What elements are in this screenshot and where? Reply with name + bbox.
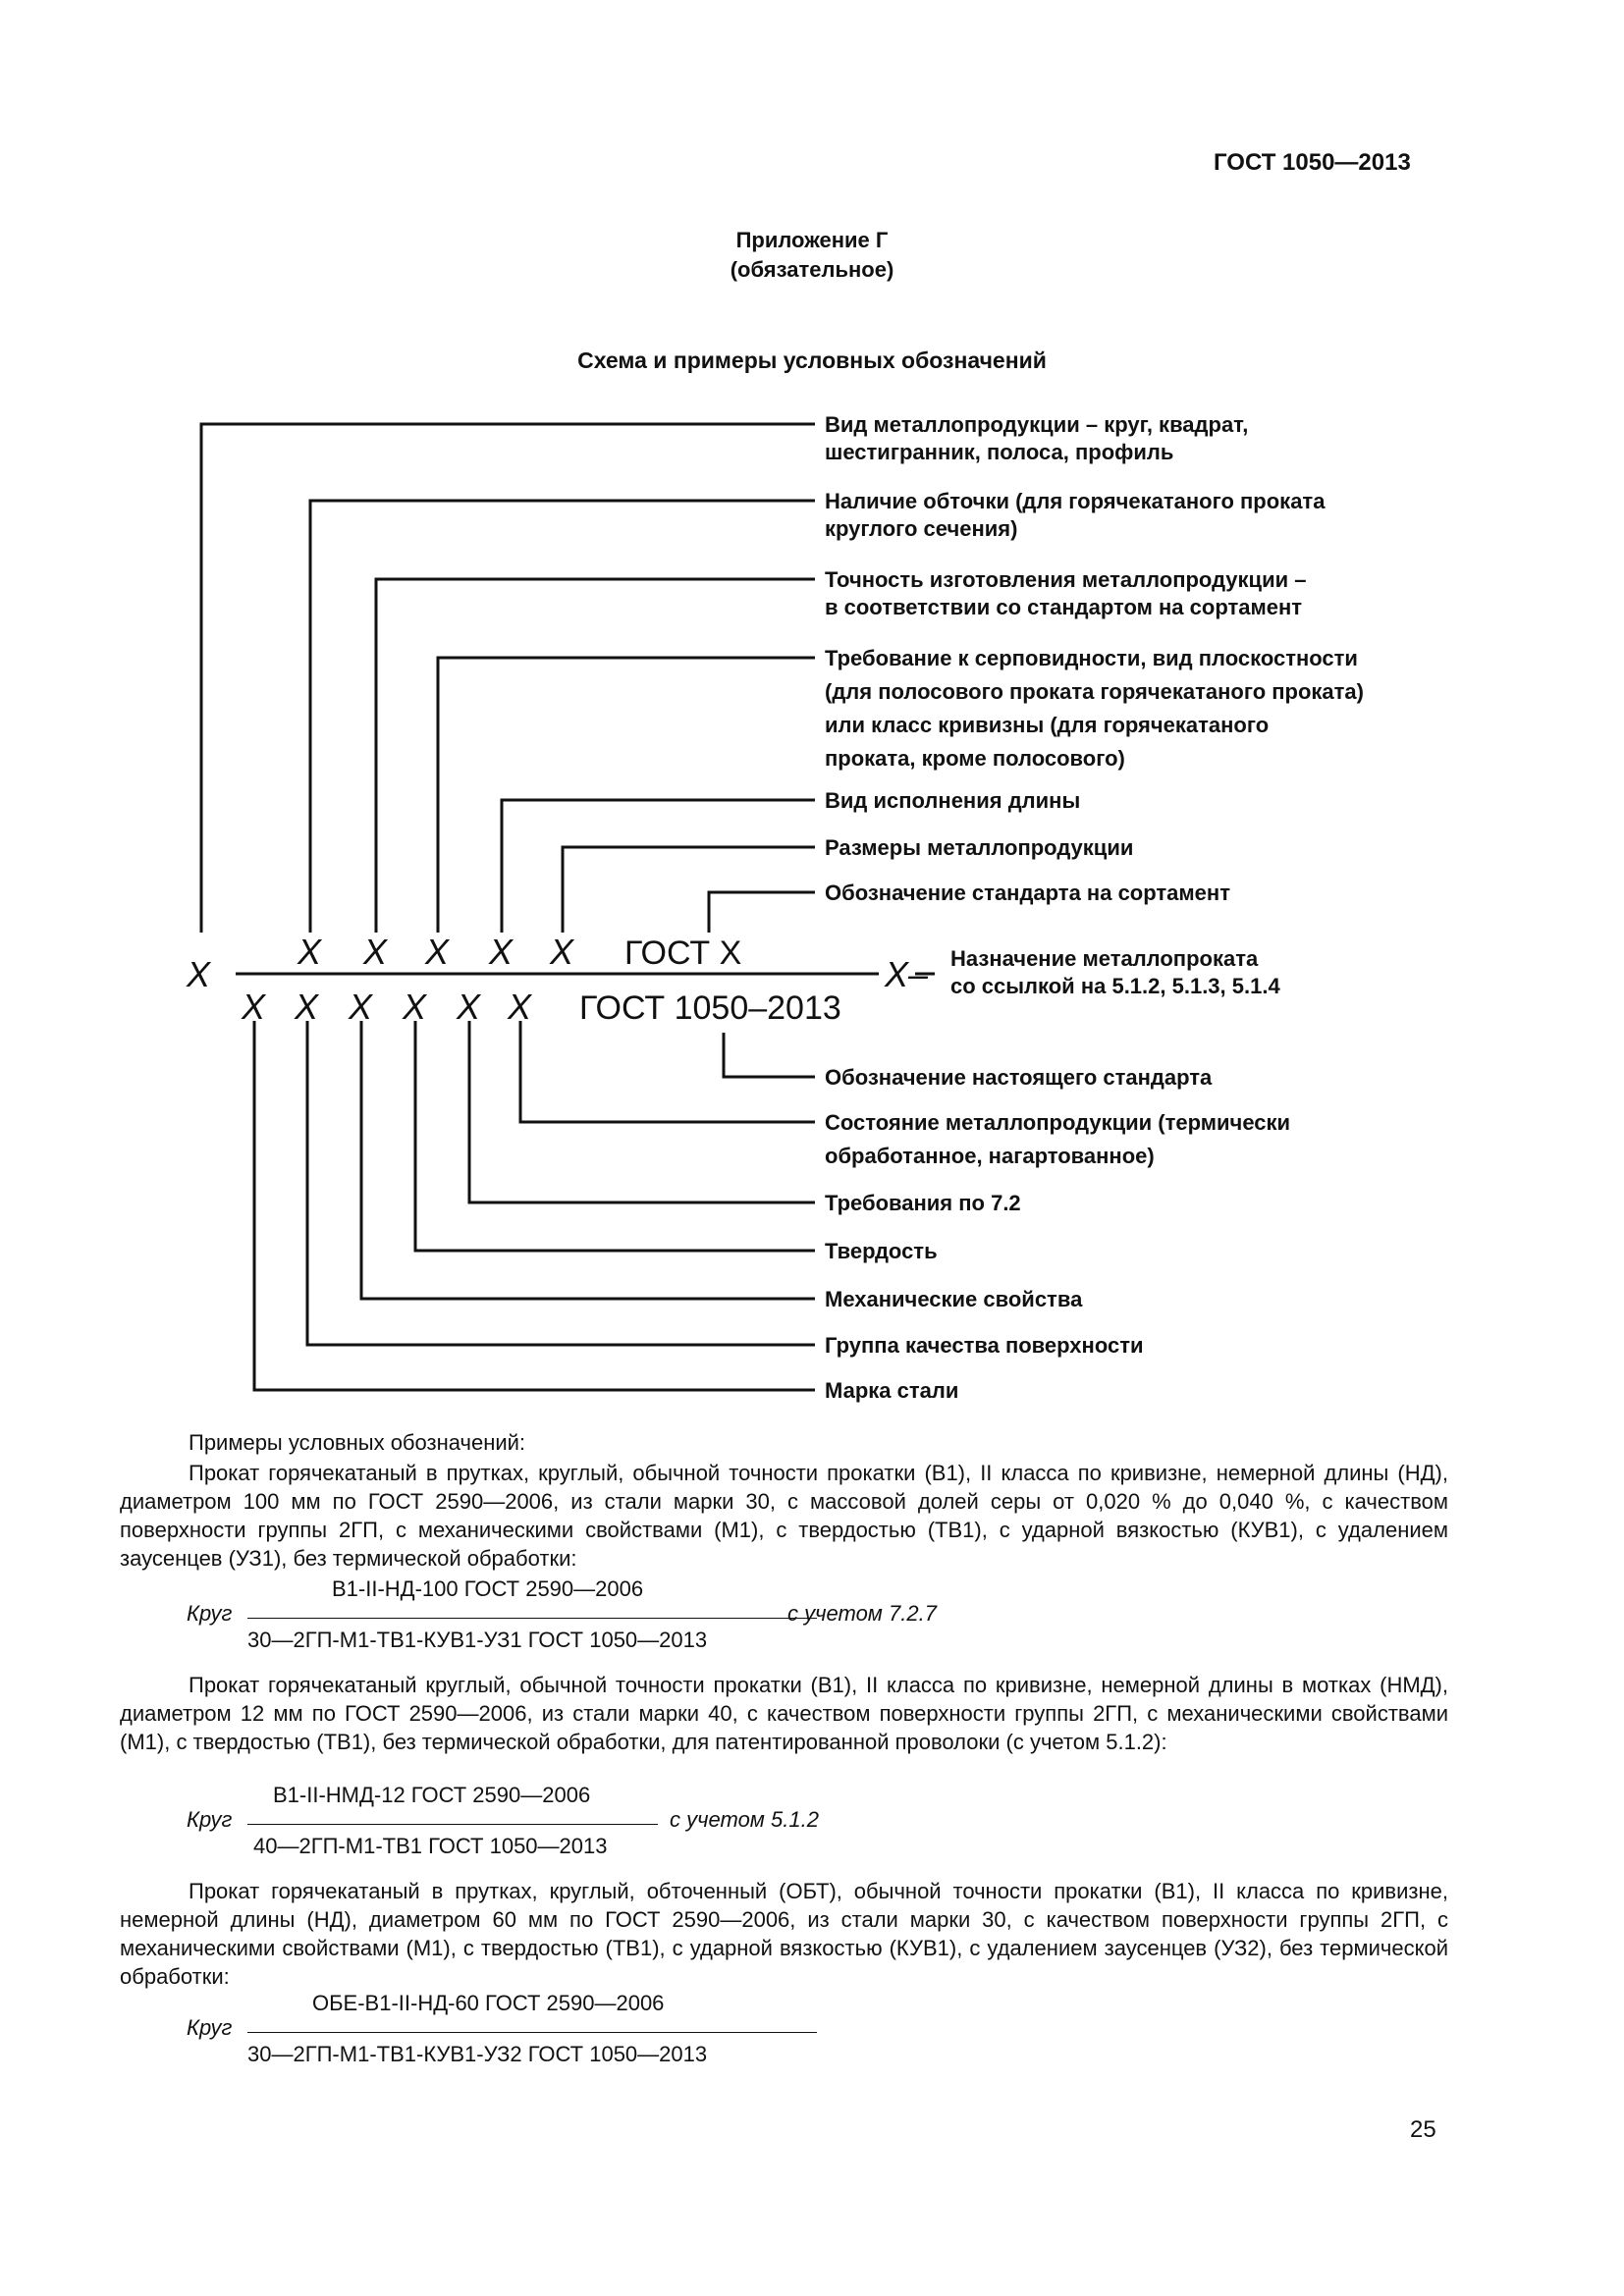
section-title: Схема и примеры условных обозначений	[577, 347, 1047, 373]
formula-2-numerator: В1-II-НМД-12 ГОСТ 2590—2006	[273, 1783, 591, 1807]
label-product-type-2: шестигранник, полоса, профиль	[825, 440, 1174, 464]
formula-3-prefix: Круг	[187, 2015, 233, 2040]
example-paragraph-3	[120, 1877, 1448, 1991]
formula-2-suffix: с учетом 5.1.2	[670, 1807, 819, 1832]
leader-surface-group	[307, 1021, 815, 1345]
label-mechanical: Механические свойства	[825, 1287, 1083, 1311]
label-product-type-1: Вид металлопродукции – круг, квадрат,	[825, 412, 1249, 437]
label-purpose-1: Назначение металлопроката	[950, 946, 1259, 971]
label-camber-4: проката, кроме полосового)	[825, 746, 1125, 771]
formula-1-numerator: В1-II-НД-100 ГОСТ 2590—2006	[332, 1576, 644, 1601]
document-standard-header: ГОСТ 1050—2013	[1214, 149, 1411, 176]
leader-hardness	[415, 1021, 815, 1251]
scheme-bottom-x-2: X	[295, 987, 319, 1027]
scheme-bottom-gost: ГОСТ 1050–2013	[579, 989, 841, 1027]
scheme-bottom-x-5: X	[457, 987, 481, 1027]
scheme-top-x-3: X	[425, 932, 450, 972]
scheme-left-x: X	[187, 954, 211, 994]
leader-assortment-standard	[709, 892, 815, 933]
scheme-bottom-x-6: X	[508, 987, 532, 1027]
formula-1-denominator: 30—2ГП-М1-ТВ1-КУВ1-УЗ1 ГОСТ 1050—2013	[247, 1628, 708, 1652]
label-hardness: Твердость	[825, 1239, 938, 1263]
example-paragraph-1	[120, 1459, 1448, 1573]
example-paragraph-2	[120, 1671, 1448, 1756]
label-surface-group: Группа качества поверхности	[825, 1333, 1144, 1358]
formula-2-denominator: 40—2ГП-М1-ТВ1 ГОСТ 1050—2013	[253, 1834, 608, 1858]
formula-3-denominator: 30—2ГП-М1-ТВ1-КУВ1-УЗ2 ГОСТ 1050—2013	[247, 2042, 708, 2066]
scheme-bottom-x-4: X	[403, 987, 427, 1027]
appendix-title: Приложение Г	[735, 228, 889, 252]
label-purpose-2: со ссылкой на 5.1.2, 5.1.3, 5.1.4	[950, 974, 1280, 998]
label-req-7-2: Требования по 7.2	[825, 1191, 1021, 1215]
page-number: 25	[1410, 2116, 1436, 2143]
leader-dimensions	[563, 847, 815, 933]
label-camber-3: или класс кривизны (для горячекатаного	[825, 713, 1270, 737]
label-steel-grade: Марка стали	[825, 1378, 959, 1403]
leader-this-standard	[724, 1033, 815, 1077]
example-text-1: Прокат горячекатаный в прутках, круглый, обычной точности прокатки (В1), II класса по кривизне, немерной длины (НД), диаметром 100 мм по ГОСТ 2590—2006, из стали марки 30, с массовой долей серы от 0,020 % до 0,040 %, с качеством поверхности группы 2ГП, с механическими свойствами (М1), с твердостью (ТВ1), с ударной вязкостью (КУВ1), с удалением заусенцев (УЗ1), без термической обработки:	[120, 1461, 1448, 1571]
label-camber-2: (для полосового проката горячекатаного проката)	[825, 679, 1364, 704]
label-camber-1: Требование к серповидности, вид плоскостности	[825, 646, 1358, 670]
examples-heading: Примеры условных обозначений:	[189, 1430, 526, 1455]
formula-1-suffix: с учетом 7.2.7	[787, 1601, 937, 1626]
scheme-right-x: X–	[885, 954, 929, 994]
scheme-top-x-1: X	[298, 932, 322, 972]
leader-condition	[520, 1021, 815, 1122]
scheme-bottom-x-3: X	[349, 987, 373, 1027]
scheme-top-gost-x: ГОСТ X	[624, 934, 742, 972]
leader-accuracy	[376, 579, 815, 933]
scheme-top-x-2: X	[363, 932, 388, 972]
label-turning-2: круглого сечения)	[825, 516, 1018, 541]
formula-1-prefix: Круг	[187, 1601, 233, 1626]
label-assortment-standard: Обозначение стандарта на сортамент	[825, 881, 1230, 905]
formula-3-numerator: ОБЕ-В1-II-НД-60 ГОСТ 2590—2006	[312, 1991, 665, 2015]
leader-length	[502, 800, 815, 933]
scheme-top-x-4: X	[489, 932, 514, 972]
label-accuracy-2: в соответствии со стандартом на сортамент	[825, 595, 1303, 619]
leader-mechanical	[361, 1021, 815, 1299]
appendix-status: (обязательное)	[730, 257, 894, 282]
label-turning-1: Наличие обточки (для горячекатаного проката	[825, 489, 1326, 513]
example-text-3: Прокат горячекатаный в прутках, круглый, обточенный (ОБТ), обычной точности прокатки (В1), II класса по кривизне, немерной длины (НД), диаметром 60 мм по ГОСТ 2590—2006, из стали марки 30, с качеством поверхности группы 2ГП, с механическими свойствами (М1), с твердостью (ТВ1), с ударной вязкостью (КУВ1), с удалением заусенцев (УЗ2), без термической обработки:	[120, 1879, 1448, 1989]
example-text-2: Прокат горячекатаный круглый, обычной точности прокатки (В1), II класса по кривизне, немерной длины в мотках (НМД), диаметром 12 мм по ГОСТ 2590—2006, из стали марки 40, с качеством поверхности группы 2ГП, с механическими свойствами (М1), с твердостью (ТВ1), без термической обработки, для патентированной проволоки (с учетом 5.1.2):	[120, 1673, 1448, 1754]
label-dimensions: Размеры металлопродукции	[825, 835, 1134, 860]
formula-3-bar	[247, 2032, 817, 2033]
scheme-top-x-5: X	[550, 932, 574, 972]
label-condition-2: обработанное, нагартованное)	[825, 1144, 1155, 1168]
label-length: Вид исполнения длины	[825, 788, 1081, 813]
label-accuracy-1: Точность изготовления металлопродукции –	[825, 567, 1307, 592]
formula-1-bar	[247, 1618, 817, 1619]
formula-2-bar	[247, 1824, 658, 1825]
scheme-bottom-x-1: X	[242, 987, 266, 1027]
formula-2-prefix: Круг	[187, 1807, 233, 1832]
label-this-standard: Обозначение настоящего стандарта	[825, 1065, 1213, 1090]
label-condition-1: Состояние металлопродукции (термически	[825, 1110, 1291, 1135]
